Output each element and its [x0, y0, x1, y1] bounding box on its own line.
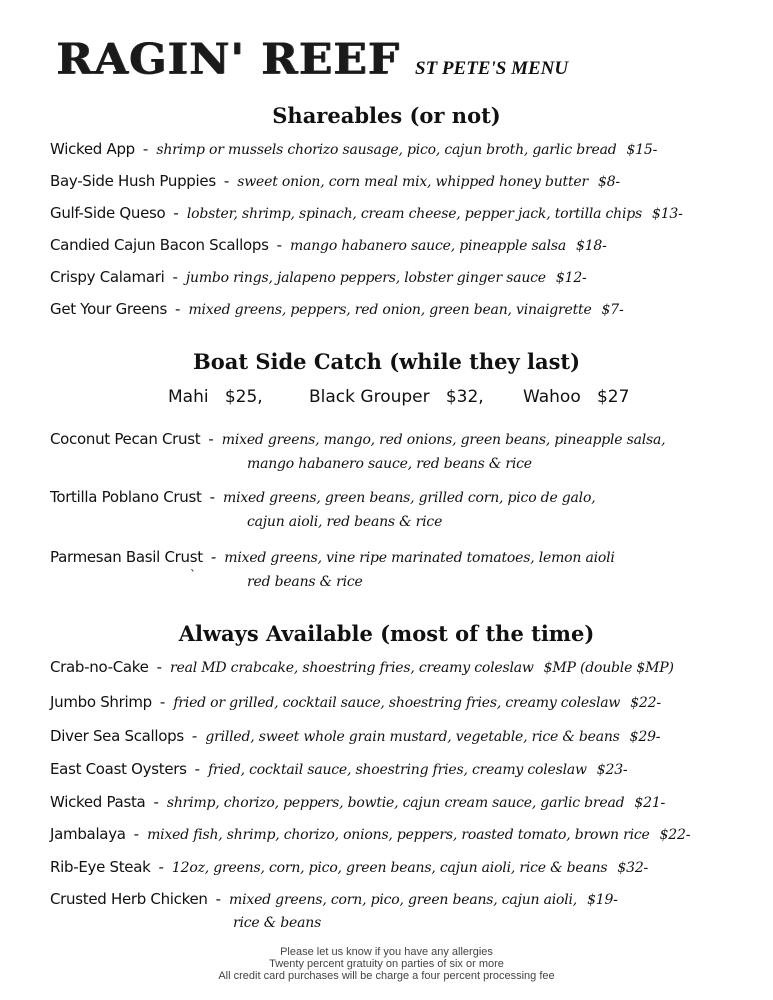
- item-description: mixed greens, mango, red onions, green beans, pineapple salsa,: [221, 432, 666, 448]
- menu-item: [50, 658, 674, 676]
- footer-notes: [0, 946, 773, 982]
- item-description-continued: mango habanero sauce, red beans & rice: [247, 456, 532, 472]
- item-description: 12oz, greens, corn, pico, green beans, cajun aioli, rice & beans: [171, 860, 608, 876]
- menu-item: [50, 488, 595, 506]
- item-price: $8-: [597, 174, 620, 190]
- item-price: $13-: [652, 206, 683, 222]
- item-price: $21-: [634, 795, 666, 811]
- item-description: mixed greens, corn, pico, green beans, cajun aioli,: [229, 892, 578, 908]
- item-name: Gulf-Side Queso: [50, 204, 166, 222]
- separator: -: [158, 858, 164, 876]
- catch-black-grouper: [309, 387, 484, 407]
- menu-item: [50, 548, 615, 566]
- item-description-continued: red beans & rice: [247, 574, 363, 590]
- item-description: sweet onion, corn meal mix, whipped honey butter: [237, 174, 588, 190]
- item-price: $19-: [587, 892, 618, 908]
- separator: -: [142, 140, 149, 158]
- item-name: Coconut Pecan Crust: [50, 430, 201, 448]
- separator: -: [209, 488, 215, 506]
- menu-item: [50, 268, 587, 286]
- separator: -: [173, 204, 179, 222]
- item-name: East Coast Oysters: [50, 760, 187, 778]
- item-name: Jumbo Shrimp: [50, 693, 152, 711]
- item-price: $18-: [575, 238, 607, 254]
- separator: -: [156, 658, 163, 676]
- item-name: Crab-no-Cake: [50, 658, 149, 676]
- separator: -: [215, 890, 222, 908]
- item-price: $12-: [555, 270, 587, 286]
- item-price: $22-: [659, 827, 691, 843]
- item-name: Wicked App: [50, 140, 135, 158]
- menu-item: [50, 793, 665, 811]
- item-description: real MD crabcake, shoestring fries, creamy coleslaw: [170, 660, 534, 676]
- separator: -: [191, 727, 198, 745]
- menu-item: [50, 430, 665, 448]
- separator: -: [159, 693, 166, 711]
- item-price: $22-: [630, 695, 661, 711]
- section-heading-boat-side-catch: Boat Side Catch (while they last): [192, 349, 581, 374]
- item-name: Diver Sea Scallops: [50, 727, 184, 745]
- separator: -: [153, 793, 159, 811]
- menu-item: [50, 825, 690, 843]
- item-description: grilled, sweet whole grain mustard, vegetable, rice & beans: [205, 729, 620, 745]
- separator: -: [133, 825, 140, 843]
- item-name: Candied Cajun Bacon Scallops: [50, 236, 269, 254]
- menu-item: [50, 204, 683, 222]
- menu-item: [50, 727, 660, 745]
- item-price: $32-: [617, 860, 649, 876]
- item-name: Crusted Herb Chicken: [50, 890, 208, 908]
- item-description: jumbo rings, jalapeno peppers, lobster ginger sauce: [185, 270, 546, 286]
- menu-subtitle: ST PETE'S MENU: [415, 58, 569, 79]
- fish-name: Black Grouper: [309, 387, 430, 407]
- catch-mahi: [168, 387, 263, 407]
- separator: -: [276, 236, 283, 254]
- fish-price: $25,: [224, 387, 263, 407]
- item-description: mango habanero sauce, pineapple salsa: [290, 238, 566, 254]
- item-description: lobster, shrimp, spinach, cream cheese, pepper jack, tortilla chips: [186, 206, 642, 222]
- stray-mark: `: [190, 568, 196, 582]
- separator: -: [175, 300, 181, 318]
- menu-item: [50, 890, 618, 908]
- menu-item: [50, 140, 657, 158]
- restaurant-logo-title: RAGIN' REEF: [56, 35, 400, 84]
- item-price: $29-: [629, 729, 661, 745]
- item-name: Get Your Greens: [50, 300, 168, 318]
- section-heading-always-available: Always Available (most of the time): [178, 621, 595, 646]
- menu-item: [50, 236, 607, 254]
- item-description: fried, cocktail sauce, shoestring fries, creamy coleslaw: [208, 762, 587, 778]
- item-description: shrimp or mussels chorizo sausage, pico, cajun broth, garlic bread: [156, 142, 617, 158]
- item-description: mixed greens, peppers, red onion, green bean, vinaigrette: [188, 302, 592, 318]
- item-description-continued: rice & beans: [233, 915, 322, 931]
- menu-item: [50, 858, 648, 876]
- item-price: $7-: [601, 302, 624, 318]
- item-description: shrimp, chorizo, peppers, bowtie, cajun cream sauce, garlic bread: [166, 795, 625, 811]
- item-name: Jambalaya: [50, 825, 126, 843]
- separator: -: [223, 172, 230, 190]
- item-description-continued: cajun aioli, red beans & rice: [247, 514, 443, 530]
- item-name: Rib-Eye Steak: [50, 858, 151, 876]
- item-price: $MP (double $MP): [543, 660, 674, 676]
- menu-item: [50, 760, 627, 778]
- fish-price: $27: [596, 387, 630, 407]
- item-name: Bay-Side Hush Puppies: [50, 172, 216, 190]
- separator: -: [210, 548, 217, 566]
- footer-gratuity: Twenty percent gratuity on parties of six or more: [269, 958, 504, 970]
- item-price: $23-: [596, 762, 628, 778]
- separator: -: [208, 430, 214, 448]
- item-description: mixed greens, green beans, grilled corn, pico de galo,: [223, 490, 596, 506]
- section-heading-shareables: Shareables (or not): [272, 103, 501, 128]
- separator: -: [172, 268, 178, 286]
- item-name: Tortilla Poblano Crust: [50, 488, 202, 506]
- item-name: Wicked Pasta: [50, 793, 146, 811]
- item-name: Crispy Calamari: [50, 268, 165, 286]
- fish-price: $32,: [445, 387, 484, 407]
- fish-name: Mahi: [168, 387, 209, 407]
- item-description: mixed fish, shrimp, chorizo, onions, peppers, roasted tomato, brown rice: [147, 827, 650, 843]
- menu-item: [50, 693, 661, 711]
- footer-card-fee: All credit card purchases will be charge a four percent processing fee: [218, 970, 555, 982]
- footer-allergies: Please let us know if you have any allergies: [280, 946, 493, 958]
- menu-item: [50, 172, 620, 190]
- menu-item: [50, 300, 623, 318]
- item-price: $15-: [626, 142, 658, 158]
- item-description: fried or grilled, cocktail sauce, shoestring fries, creamy coleslaw: [173, 695, 621, 711]
- catch-wahoo: [523, 387, 629, 407]
- item-name: Parmesan Basil Crust: [50, 548, 203, 566]
- item-description: mixed greens, vine ripe marinated tomatoes, lemon aioli: [224, 550, 615, 566]
- fish-name: Wahoo: [523, 387, 581, 407]
- separator: -: [194, 760, 201, 778]
